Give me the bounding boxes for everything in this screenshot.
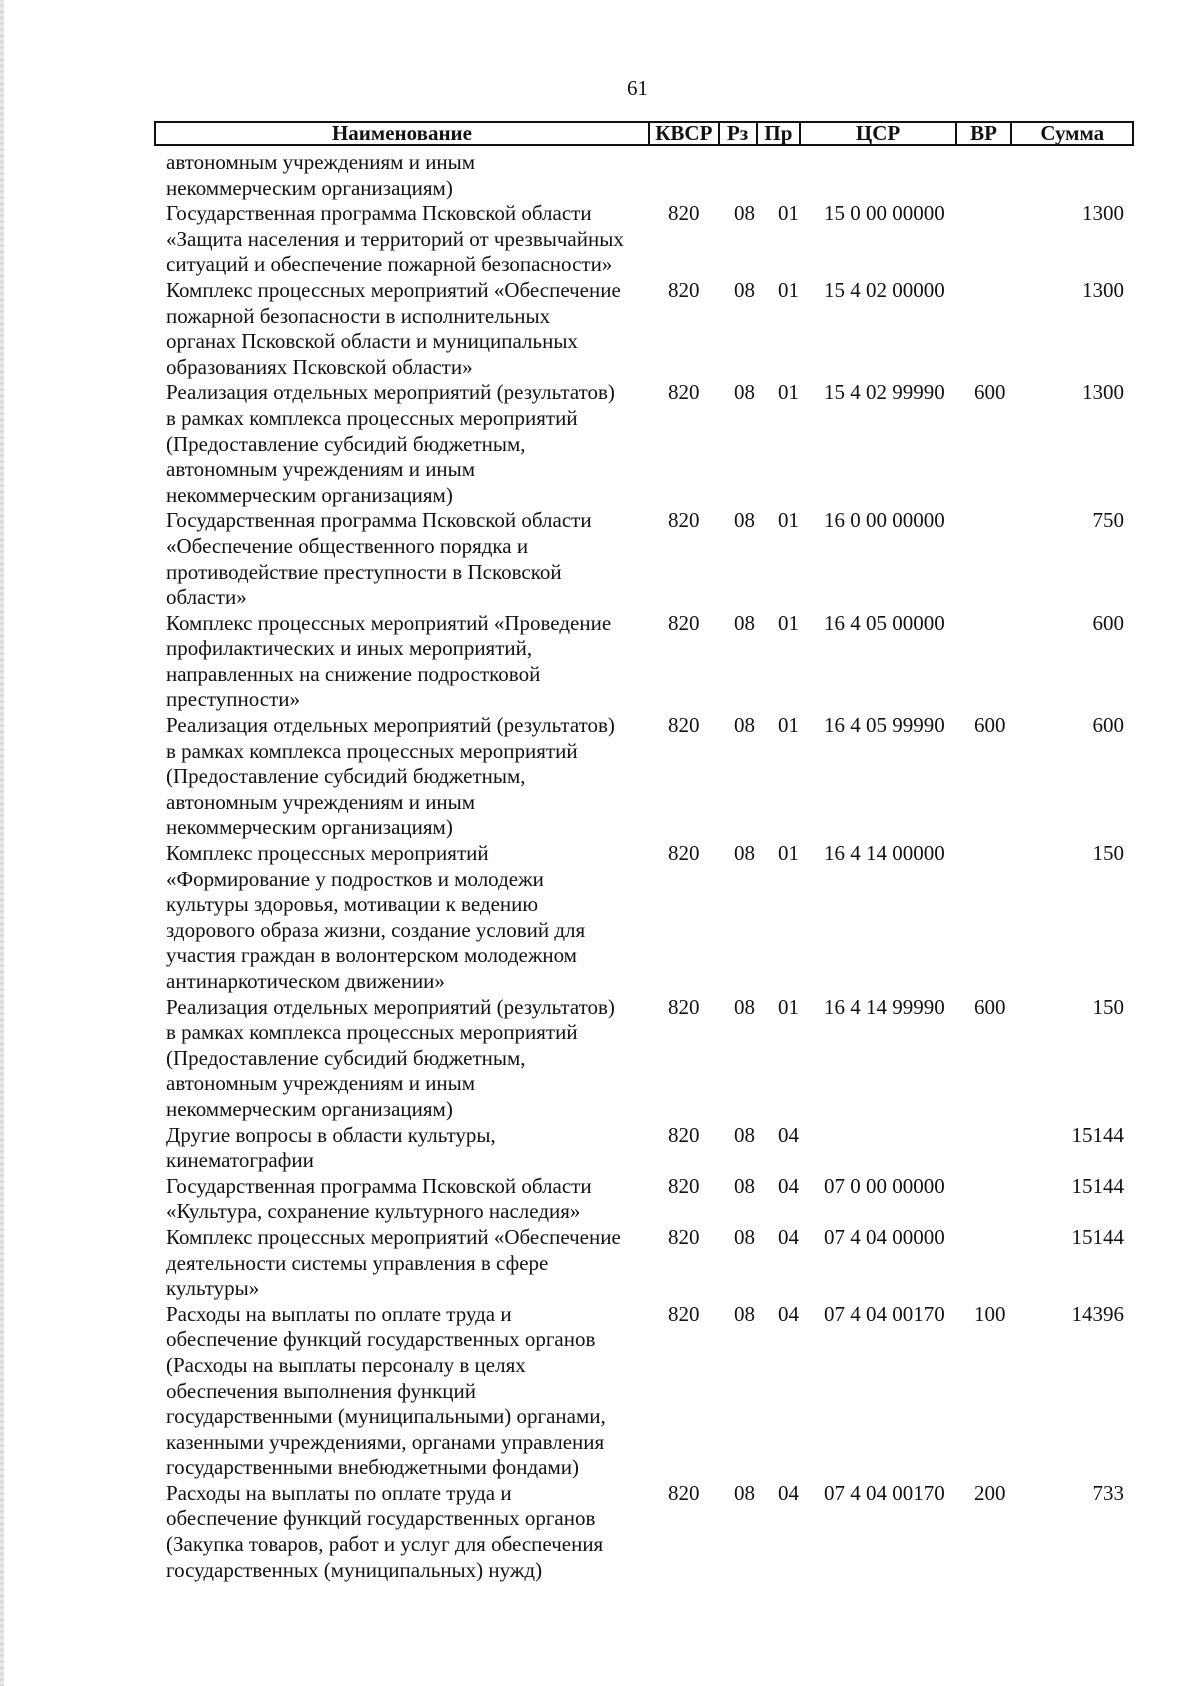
row-rz: 08 [734, 201, 755, 226]
header-rz: Рз [720, 123, 758, 144]
row-name: Комплекс процессных мероприятий «Обеспечение пожарной безопасности в исполнительных органах Псковской области и муниципальных образованиях Псковской области» [166, 277, 621, 379]
row-kvsr: 820 [668, 841, 700, 866]
row-csr: 15 0 00 00000 [824, 201, 945, 226]
table-row [0, 611, 1200, 713]
row-csr: 07 4 04 00000 [824, 1224, 945, 1249]
row-pr: 01 [778, 508, 799, 533]
row-rz: 08 [734, 277, 755, 302]
table-row [0, 1225, 1200, 1302]
table-row [0, 995, 1200, 1123]
row-name: Расходы на выплаты по оплате труда и обеспечение функций государственных органов (Закупка товаров, работ и услуг для обеспечения государственных (муниципальных) нужд) [166, 1480, 604, 1582]
row-csr: 16 0 00 00000 [824, 508, 945, 533]
header-name: Наименование [156, 123, 650, 144]
row-name: автономным учреждениям и иным некоммерческим организациям) [166, 150, 476, 200]
row-rz: 08 [734, 1224, 755, 1249]
row-pr: 01 [778, 841, 799, 866]
row-sum: 150 [1092, 841, 1124, 866]
row-csr: 15 4 02 99990 [824, 380, 945, 405]
table-header [154, 121, 1134, 146]
row-rz: 08 [734, 994, 755, 1019]
row-vr: 600 [974, 994, 1006, 1019]
row-pr: 01 [778, 201, 799, 226]
table-row [0, 1302, 1200, 1481]
row-kvsr: 820 [668, 994, 700, 1019]
row-kvsr: 820 [668, 610, 700, 635]
table-row [0, 713, 1200, 841]
header-csr: ЦСР [801, 123, 956, 144]
row-name: Реализация отдельных мероприятий (результатов) в рамках комплекса процессных мероприятий (Предоставление субсидий бюджетным, автономным учреждениям и иным некоммерческим организациям) [166, 994, 615, 1121]
row-name: Комплекс процессных мероприятий «Проведение профилактических и иных мероприятий, направленных на снижение подростковой преступности» [166, 610, 612, 712]
row-pr: 01 [778, 994, 799, 1019]
row-sum: 1300 [1082, 277, 1124, 302]
row-sum: 150 [1092, 994, 1124, 1019]
row-kvsr: 820 [668, 1301, 700, 1326]
row-name: Государственная программа Псковской области «Культура, сохранение культурного наследия» [166, 1173, 592, 1224]
row-rz: 08 [734, 1301, 755, 1326]
row-csr: 16 4 05 00000 [824, 610, 945, 635]
row-name: Государственная программа Псковской области «Защита населения и территорий от чрезвычайных ситуаций и обеспечение пожарной безопасности» [166, 201, 624, 277]
row-csr: 16 4 14 99990 [824, 994, 945, 1019]
table-row [0, 380, 1200, 508]
row-rz: 08 [734, 380, 755, 405]
row-sum: 600 [1092, 610, 1124, 635]
row-rz: 08 [734, 610, 755, 635]
row-name: Другие вопросы в области культуры, кинематографии [166, 1122, 496, 1173]
row-csr: 07 0 00 00000 [824, 1173, 945, 1198]
row-sum: 14396 [1071, 1301, 1124, 1326]
row-pr: 04 [778, 1480, 799, 1505]
row-sum: 15144 [1071, 1173, 1124, 1198]
row-vr: 100 [974, 1301, 1006, 1326]
row-kvsr: 820 [668, 1480, 700, 1505]
table-row [0, 508, 1200, 610]
row-csr: 16 4 14 00000 [824, 841, 945, 866]
row-kvsr: 820 [668, 380, 700, 405]
row-sum: 750 [1092, 508, 1124, 533]
row-vr: 600 [974, 380, 1006, 405]
row-sum: 1300 [1082, 380, 1124, 405]
row-csr: 15 4 02 00000 [824, 277, 945, 302]
row-kvsr: 820 [668, 1224, 700, 1249]
table-row [0, 1123, 1200, 1174]
row-vr: 600 [974, 713, 1006, 738]
row-pr: 01 [778, 610, 799, 635]
row-kvsr: 820 [668, 277, 700, 302]
row-kvsr: 820 [668, 713, 700, 738]
row-kvsr: 820 [668, 508, 700, 533]
row-name: Государственная программа Псковской области «Обеспечение общественного порядка и противодействие преступности в Псковской области» [166, 508, 592, 610]
table-row [0, 1174, 1200, 1225]
row-kvsr: 820 [668, 1173, 700, 1198]
row-sum: 733 [1092, 1480, 1124, 1505]
row-rz: 08 [734, 841, 755, 866]
row-name: Реализация отдельных мероприятий (результатов) в рамках комплекса процессных мероприятий (Предоставление субсидий бюджетным, автономным учреждениям и иным некоммерческим организациям) [166, 380, 615, 507]
row-name: Комплекс процессных мероприятий «Формирование у подростков и молодежи культуры здоровья, мотивации к ведению здорового образа жизни, создание условий для участия граждан в волонтерском молодежном антинаркотическом движении» [166, 841, 586, 993]
row-name: Комплекс процессных мероприятий «Обеспечение деятельности системы управления в сфере культуры» [166, 1224, 621, 1301]
row-pr: 04 [778, 1122, 799, 1147]
row-pr: 01 [778, 277, 799, 302]
row-sum: 600 [1092, 713, 1124, 738]
table-row [0, 1481, 1200, 1583]
header-kvsr: КВСР [650, 123, 720, 144]
row-rz: 08 [734, 1122, 755, 1147]
header-pr: Пр [758, 123, 802, 144]
header-sum: Сумма [1040, 121, 1105, 145]
row-csr: 16 4 05 99990 [824, 713, 945, 738]
row-vr: 200 [974, 1480, 1006, 1505]
row-rz: 08 [734, 508, 755, 533]
page-number: 61 [627, 76, 648, 100]
row-pr: 01 [778, 713, 799, 738]
row-rz: 08 [734, 713, 755, 738]
row-sum: 1300 [1082, 201, 1124, 226]
row-kvsr: 820 [668, 1122, 700, 1147]
row-sum: 15144 [1071, 1224, 1124, 1249]
table-row [0, 201, 1200, 278]
row-pr: 01 [778, 380, 799, 405]
header-vr: ВР [957, 123, 1013, 144]
row-csr: 07 4 04 00170 [824, 1480, 945, 1505]
row-rz: 08 [734, 1173, 755, 1198]
row-pr: 04 [778, 1224, 799, 1249]
table-body [0, 150, 1200, 1583]
row-rz: 08 [734, 1480, 755, 1505]
row-pr: 04 [778, 1301, 799, 1326]
row-name: Реализация отдельных мероприятий (результатов) в рамках комплекса процессных мероприятий (Предоставление субсидий бюджетным, автономным учреждениям и иным некоммерческим организациям) [166, 713, 615, 840]
row-csr: 07 4 04 00170 [824, 1301, 945, 1326]
row-pr: 04 [778, 1173, 799, 1198]
table-row [0, 278, 1200, 380]
table-row [0, 841, 1200, 995]
row-sum: 15144 [1071, 1122, 1124, 1147]
row-name: Расходы на выплаты по оплате труда и обеспечение функций государственных органов (Расходы на выплаты персоналу в целях обеспечения выполнения функций государственными (муниципальными) органами, казенными учреждениями, органами управления государственными внебюджетными фондами) [166, 1301, 606, 1480]
table-row [0, 150, 1200, 201]
row-kvsr: 820 [668, 201, 700, 226]
